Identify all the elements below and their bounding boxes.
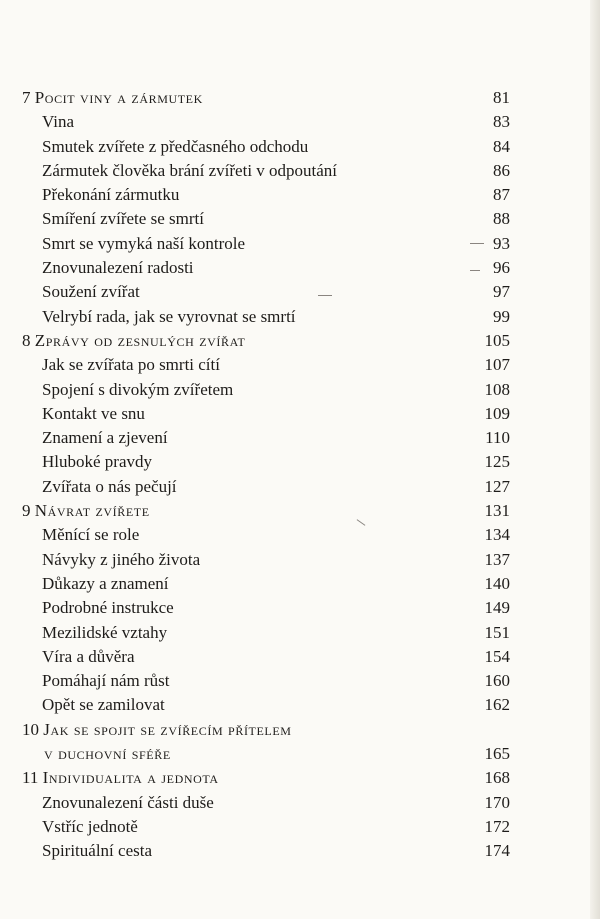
toc-chapter-row [0, 766, 600, 790]
section-title: Překonání zármutku [42, 185, 180, 205]
section-title: Podrobné instrukce [42, 598, 174, 618]
page-number: 110 [485, 428, 510, 448]
toc-entry-row [0, 815, 600, 839]
section-title: Smíření zvířete se smrtí [42, 209, 204, 229]
toc-entry-row [0, 305, 600, 329]
page-number: 172 [484, 816, 510, 836]
section-title: Vstříc jednotě [42, 816, 138, 836]
chapter-number: 7 [22, 88, 35, 107]
chapter-title [22, 718, 292, 742]
scan-mark [470, 270, 480, 271]
page-number: 162 [484, 695, 510, 715]
chapter-title-text: Jak se spojit se zvířecím přítelem [43, 719, 292, 739]
chapter-number: 9 [22, 501, 35, 521]
section-title: Pomáhají nám růst [42, 671, 170, 691]
toc-entry-row [0, 378, 600, 402]
toc-entry-row [0, 645, 600, 669]
page-number: 154 [484, 646, 510, 666]
toc-chapter-row [0, 329, 600, 353]
table-of-contents [0, 86, 600, 864]
page-number: 81 [493, 88, 510, 107]
chapter-title-text: Zprávy od zesnulých zvířat [34, 330, 246, 350]
chapter-title-text: Individualita a jednota [42, 768, 219, 788]
section-title: Velrybí rada, jak se vyrovnat se smrtí [42, 306, 296, 326]
section-title: Mezilidské vztahy [42, 622, 168, 642]
section-title: Návyky z jiného života [42, 549, 201, 569]
toc-entry-row [0, 232, 600, 256]
page-number: 99 [493, 306, 510, 326]
section-title: Soužení zvířat [42, 282, 140, 302]
toc-entry-row [0, 669, 600, 693]
section-title: Důkazy a znamení [42, 573, 169, 593]
page-number: 86 [493, 160, 510, 180]
chapter-title-text: Návrat zvířete [34, 501, 150, 521]
section-title: Spojení s divokým zvířetem [42, 379, 234, 399]
toc-entry-row [0, 742, 600, 766]
toc-entry-row [0, 621, 600, 645]
section-title: Jak se zvířata po smrti cítí [42, 355, 220, 375]
page-number: 137 [484, 549, 510, 569]
section-title: Smutek zvířete z předčasného odchodu [42, 136, 309, 156]
toc-entry-row [0, 207, 600, 231]
toc-entry-row [0, 159, 600, 183]
page-number: 168 [484, 768, 510, 788]
page-number: 83 [493, 112, 510, 132]
page-number: 87 [493, 185, 510, 205]
toc-entry-row [0, 402, 600, 426]
page-number: 127 [484, 476, 510, 496]
section-title: Zvířata o nás pečují [42, 476, 177, 496]
page-number: 88 [493, 209, 510, 229]
toc-entry-row [0, 693, 600, 717]
toc-chapter-row [0, 86, 600, 110]
chapter-title-text: Pocit viny a zármutek [34, 88, 203, 107]
page-number: 160 [484, 671, 510, 691]
page-number: 149 [484, 598, 510, 618]
toc-entry-row [0, 839, 600, 863]
page-number: 170 [484, 792, 510, 812]
toc-entry-row [0, 450, 600, 474]
chapter-number: 11 [22, 768, 43, 788]
toc-chapter-row [0, 499, 600, 523]
page-number: 93 [493, 233, 510, 253]
toc-entry-row [0, 572, 600, 596]
page-number: 96 [493, 258, 510, 278]
toc-entry-row [0, 353, 600, 377]
page-number: 105 [484, 330, 510, 350]
toc-chapter-row [0, 718, 600, 742]
section-title: Víra a důvěra [42, 646, 135, 666]
toc-entry-row [0, 426, 600, 450]
page-number: 151 [484, 622, 510, 642]
chapter-number: 10 [22, 719, 44, 739]
toc-entry-row [0, 135, 600, 159]
chapter-number: 8 [22, 330, 35, 350]
page-number: 140 [484, 573, 510, 593]
section-title: Spirituální cesta [42, 841, 153, 861]
section-title: Smrt se vymyká naší kontrole [42, 233, 246, 253]
scan-mark [318, 295, 332, 296]
section-title: Kontakt ve snu [42, 403, 145, 423]
section-title: Hluboké pravdy [42, 452, 153, 472]
section-title: Znovunalezení radosti [42, 258, 194, 278]
toc-entry-row [0, 523, 600, 547]
toc-entry-row [0, 183, 600, 207]
page-number: 84 [493, 136, 510, 156]
toc-entry-row [0, 280, 600, 304]
toc-entry-row [0, 475, 600, 499]
page-number: 108 [484, 379, 510, 399]
toc-entry-row [0, 256, 600, 280]
section-title: v duchovní sféře [44, 744, 171, 764]
toc-entry-row [0, 110, 600, 134]
page-number: 131 [484, 501, 510, 521]
section-title: Zármutek člověka brání zvířeti v odpoutání [42, 160, 338, 180]
section-title: Znamení a zjevení [42, 428, 168, 448]
page-number: 109 [484, 403, 510, 423]
page-number: 165 [484, 744, 510, 764]
toc-entry-row [0, 548, 600, 572]
section-title: Opět se zamilovat [42, 695, 165, 715]
toc-entry-row [0, 596, 600, 620]
section-title: Znovunalezení části duše [42, 792, 214, 812]
page-number: 107 [484, 355, 510, 375]
page-number: 174 [484, 841, 510, 861]
toc-entry-row [0, 791, 600, 815]
page-number: 125 [484, 452, 510, 472]
section-title: Vina [42, 112, 75, 132]
section-title: Měnící se role [42, 525, 140, 545]
page-number: 134 [484, 525, 510, 545]
page-number: 97 [493, 282, 510, 302]
scan-mark [470, 243, 484, 244]
